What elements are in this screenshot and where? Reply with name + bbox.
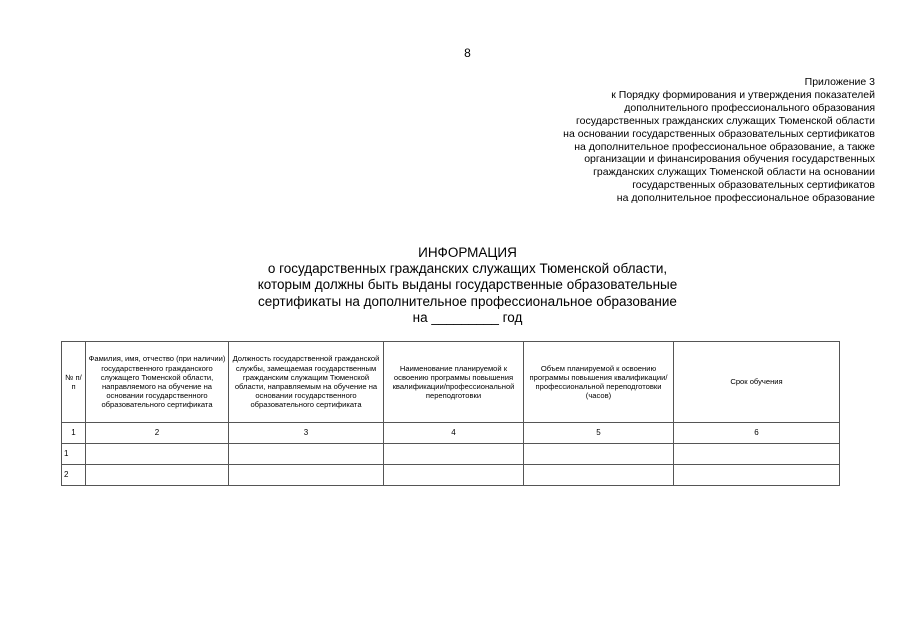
information-table: [61, 341, 840, 486]
table-cell: [524, 444, 674, 465]
appendix-line: на дополнительное профессиональное образование: [616, 192, 875, 205]
appendix-line: государственных образовательных сертификатов: [632, 179, 875, 192]
row-number: 1: [62, 444, 86, 465]
title-line: которым должны быть выданы государственные образовательные: [257, 277, 678, 293]
title-line: о государственных гражданских служащих Тюменской области,: [267, 261, 668, 277]
appendix-line: на дополнительное профессиональное образование, а также: [574, 140, 875, 153]
column-number: 4: [384, 423, 524, 444]
header-cell-program-hours: Объем планируемой к освоению программы повышения квалификации/профессиональной переподготовки (часов): [524, 342, 674, 423]
table-cell: [674, 444, 840, 465]
table-cell: [384, 465, 524, 486]
header-cell-number: № п/п: [62, 342, 86, 423]
document-title: [0, 245, 905, 326]
appendix-line: Приложение 3: [804, 76, 875, 88]
table-cell: [229, 444, 384, 465]
appendix-line: государственных гражданских служащих Тюменской области: [576, 114, 875, 127]
header-cell-program-name: Наименование планируемой к освоению программы повышения квалификации/профессиональной переподготовки: [384, 342, 524, 423]
title-heading: ИНФОРМАЦИЯ: [418, 245, 517, 260]
title-year-line: на _________ год: [412, 309, 523, 325]
header-cell-duration: Срок обучения: [674, 342, 840, 423]
appendix-reference: [495, 76, 875, 205]
table-cell: [674, 465, 840, 486]
appendix-line: на основании государственных образовательных сертификатов: [563, 127, 875, 140]
header-cell-full-name: Фамилия, имя, отчество (при наличии) государственного гражданского служащего Тюменской области, направляемого на обучение на основании государственного образовательного сертификата: [86, 342, 229, 423]
table-cell: [229, 465, 384, 486]
header-cell-position: Должность государственной гражданской службы, замещаемая государственным гражданским служащим Тюменской области, направляемым на обучение на основании государственного образовательного сертификата: [229, 342, 384, 423]
column-number: 1: [62, 423, 86, 444]
column-number: 3: [229, 423, 384, 444]
appendix-line: организации и финансирования обучения государственных: [584, 153, 875, 166]
column-number: 6: [674, 423, 840, 444]
appendix-line: гражданских служащих Тюменской области на основании: [593, 166, 875, 179]
appendix-line: к Порядку формирования и утверждения показателей: [611, 88, 875, 101]
appendix-line: дополнительного профессионального образования: [624, 101, 875, 114]
table-row: [62, 444, 840, 465]
column-number: 5: [524, 423, 674, 444]
title-line: сертификаты на дополнительное профессиональное образование: [258, 293, 677, 309]
table-cell: [524, 465, 674, 486]
table-header-row: [62, 342, 840, 423]
table-cell: [86, 465, 229, 486]
row-number: 2: [62, 465, 86, 486]
page-number: 8: [464, 46, 471, 60]
table-row: [62, 465, 840, 486]
column-number-row: [62, 423, 840, 444]
column-number: 2: [86, 423, 229, 444]
table-cell: [384, 444, 524, 465]
table-cell: [86, 444, 229, 465]
